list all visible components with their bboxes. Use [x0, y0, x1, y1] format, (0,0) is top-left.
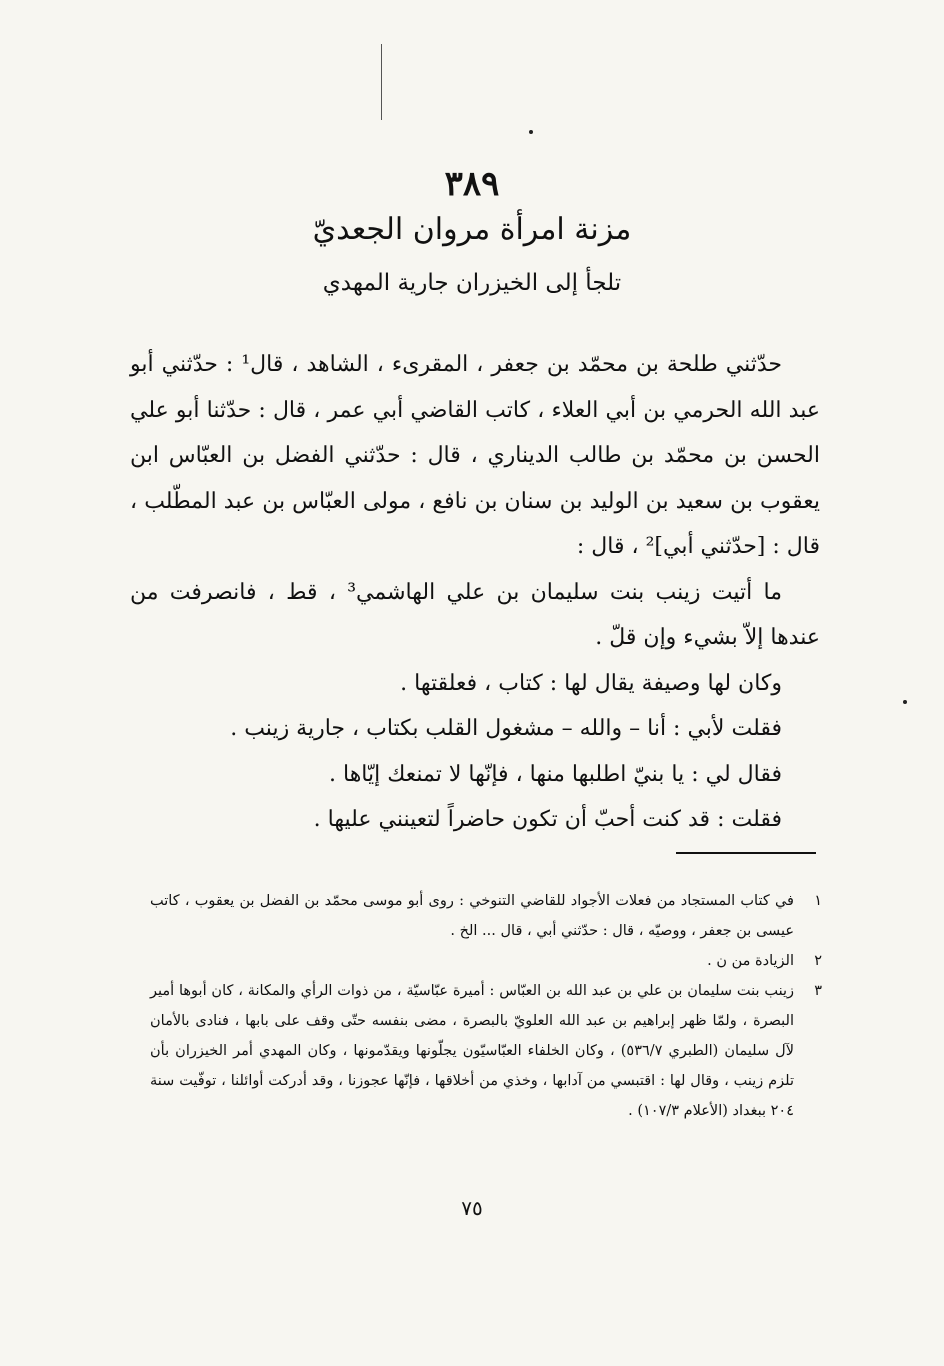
- paragraph: فقلت لأبي : أنا – والله – مشغول القلب بكتاب ، جارية زينب .: [230, 716, 782, 741]
- footnote-text: في كتاب المستجاد من فعلات الأجواد للقاضي التنوخي : روى أبو موسى محمّد بن الفضل بن يعقوب ، كاتب عيسى بن جعفر ، ووصيّه ، قال : حدّثني أبي ، قال ... الخ .: [150, 893, 794, 939]
- footnote-3: [150, 976, 822, 1126]
- ink-speck: [529, 130, 533, 134]
- ink-speck: [903, 700, 907, 704]
- footnote-text: الزيادة من ن .: [707, 953, 794, 969]
- footnotes: [150, 886, 822, 1126]
- paragraph-isnad: حدّثني طلحة بن محمّد بن جعفر ، المقرىء ، الشاهد ، قال¹ : حدّثني أبو عبد الله الحرمي بن أبي العلاء ، كاتب القاضي أبي عمر ، قال : حدّثنا أبو علي الحسن بن محمّد بن طالب الديناري ، قال : حدّثني الفضل بن العبّاس ابن يعقوب بن سعيد بن الوليد بن سنان بن نافع ، مولى العبّاس بن عبد المطّلب ، قال : [حدّثني أبي]² ، قال :: [130, 352, 820, 559]
- footnote-text: زينب بنت سليمان بن علي بن عبد الله بن العبّاس : أميرة عبّاسيّة ، من ذوات الرأي والمكانة ، كان أبوها أمير البصرة ، ولمّا ظهر إبراهيم بن عبد الله العلويّ بالبصرة ، مضى بنفسه حتّى وقف على بابها ، فنادى بالأمان لآل سليمان (الطبري ٥٣٦/٧) ، وكان الخلفاء العبّاسيّون يجلّونها ويقدّمونها ، وكان المهدي أمر الخيزران بأن تلزم زينب ، وقال لها : اقتبسي من آدابها ، وخذي من أخلاقها ، فإنّها عجوزنا ، وقد أدركت أوائلنا ، توفّيت سنة ٢٠٤ ببغداد (الأعلام ١٠٧/٣) .: [150, 983, 794, 1119]
- story-number: ٣٨٩: [444, 164, 500, 204]
- paragraph: وكان لها وصيفة يقال لها : كتاب ، فعلقتها .: [400, 670, 782, 696]
- paragraph: ما أتيت زينب بنت سليمان بن علي الهاشمي³ ، قط ، فانصرفت من عندها إلاّ بشيء وإن قلّ .: [130, 579, 820, 650]
- footnote-separator: [676, 852, 816, 854]
- main-text: [130, 342, 820, 843]
- footnote-number: ١: [814, 893, 822, 909]
- footnote-number: ٢: [814, 953, 822, 969]
- gutter-line: [381, 44, 382, 120]
- footnote-number: ٣: [814, 983, 822, 999]
- paragraph: فقال لي : يا بنيّ اطلبها منها ، فإنّها لا تمنعك إيّاها .: [329, 761, 782, 787]
- story-subtitle: تلجأ إلى الخيزران جارية المهدي: [322, 270, 622, 296]
- story-title: مزنة امرأة مروان الجعديّ: [312, 212, 632, 247]
- footnote-1: [150, 886, 822, 946]
- footnote-2: [150, 946, 822, 976]
- page-number: ٧٥: [461, 1196, 483, 1220]
- paragraph: فقلت : قد كنت أحبّ أن تكون حاضراً لتعينني عليها .: [313, 807, 782, 832]
